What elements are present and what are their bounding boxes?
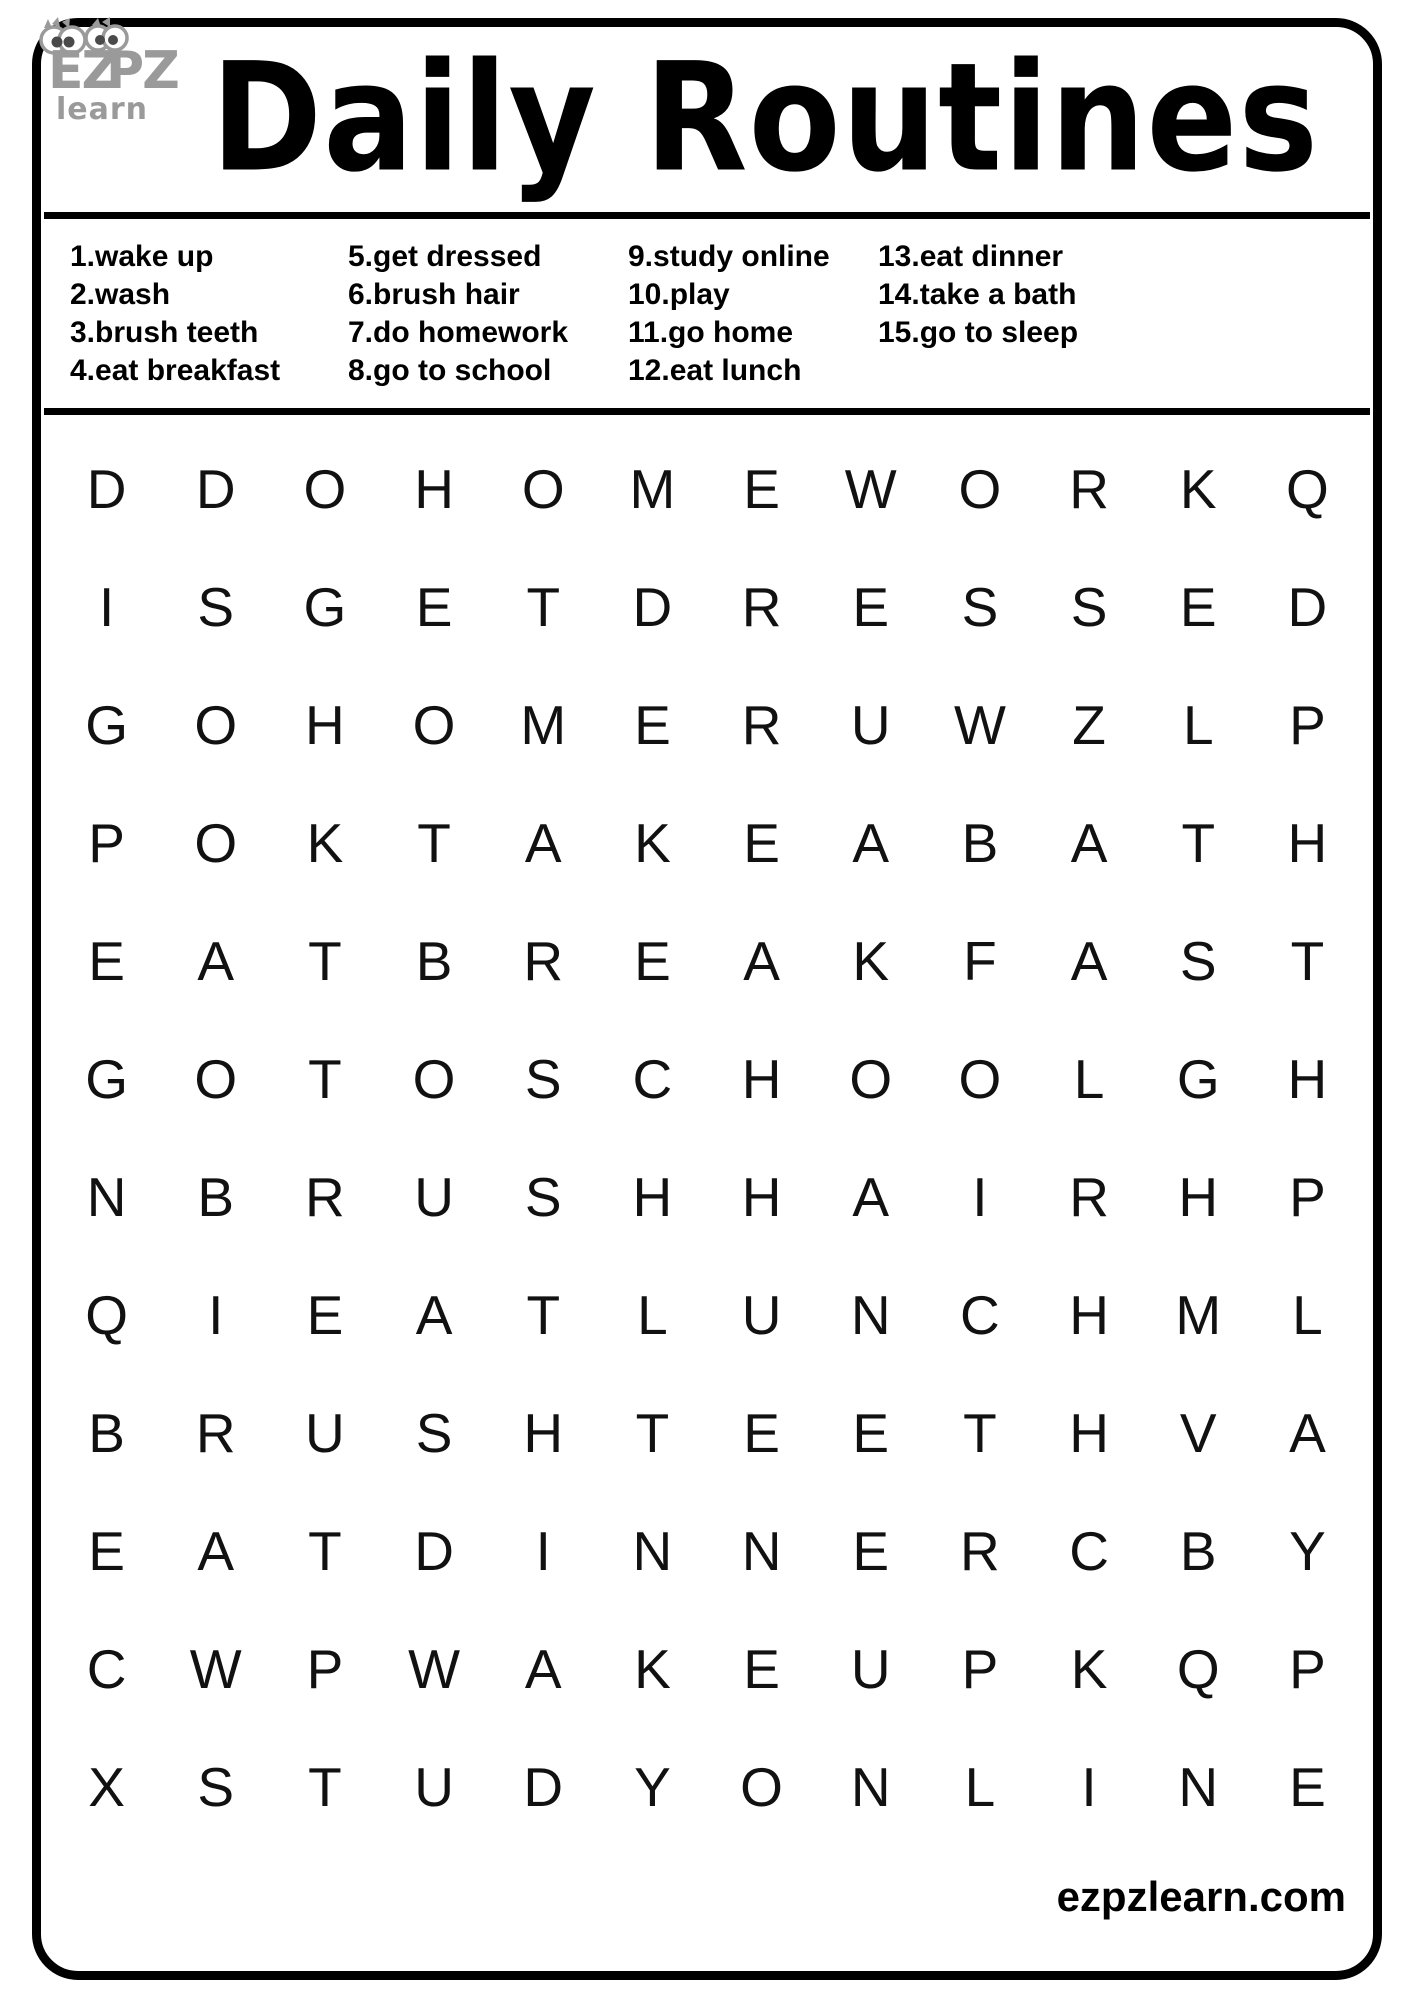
- grid-letter-cell[interactable]: T: [526, 1284, 561, 1346]
- grid-letter-cell[interactable]: H: [523, 1402, 564, 1464]
- grid-letter-cell[interactable]: G: [1176, 1048, 1220, 1110]
- grid-letter-cell[interactable]: Q: [1176, 1638, 1220, 1700]
- grid-letter-cell[interactable]: Y: [1289, 1520, 1326, 1582]
- grid-letter-cell[interactable]: A: [197, 930, 235, 992]
- grid-letter-cell[interactable]: I: [972, 1166, 988, 1228]
- grid-letter-cell[interactable]: E: [634, 930, 671, 992]
- grid-letter-cell[interactable]: O: [303, 458, 347, 520]
- grid-letter-cell[interactable]: P: [1289, 1638, 1326, 1700]
- grid-letter-cell[interactable]: L: [1073, 1048, 1105, 1110]
- grid-letter-cell[interactable]: R: [960, 1520, 1000, 1582]
- grid-letter-cell[interactable]: A: [524, 812, 562, 874]
- grid-letter-cell[interactable]: A: [852, 812, 890, 874]
- grid-letter-cell[interactable]: E: [743, 812, 780, 874]
- grid-letter-cell[interactable]: K: [306, 812, 344, 874]
- word-list-item: 13.eat dinner: [878, 240, 1064, 273]
- word-list-item: 3.brush teeth: [70, 316, 259, 349]
- grid-letter-cell[interactable]: S: [1179, 930, 1217, 992]
- grid-letter-cell[interactable]: Q: [1286, 458, 1329, 520]
- grid-letter-cell[interactable]: D: [86, 458, 127, 520]
- grid-letter-cell[interactable]: E: [306, 1284, 344, 1346]
- grid-letter-cell[interactable]: H: [305, 694, 345, 756]
- grid-letter-cell[interactable]: I: [1081, 1756, 1097, 1818]
- grid-letter-cell[interactable]: O: [849, 1048, 893, 1110]
- word-list-item: 2.wash: [70, 278, 171, 311]
- grid-letter-cell[interactable]: D: [195, 458, 236, 520]
- word-search-grid: [52, 430, 1362, 1846]
- grid-letter-cell[interactable]: E: [415, 576, 453, 638]
- grid-letter-cell[interactable]: E: [852, 576, 890, 638]
- grid-letter-cell[interactable]: R: [195, 1402, 236, 1464]
- grid-letter-cell[interactable]: T: [635, 1402, 670, 1464]
- grid-letter-cell[interactable]: O: [521, 458, 565, 520]
- grid-letter-cell[interactable]: R: [741, 694, 782, 756]
- grid-letter-cell[interactable]: H: [1287, 812, 1328, 874]
- grid-letter-cell[interactable]: Z: [1072, 694, 1106, 756]
- grid-letter-cell[interactable]: T: [308, 1048, 342, 1110]
- grid-letter-cell[interactable]: E: [1289, 1756, 1326, 1818]
- word-list-item: 1.wake up: [70, 240, 214, 273]
- grid-letter-cell[interactable]: T: [963, 1402, 997, 1464]
- grid-letter-cell[interactable]: N: [86, 1166, 127, 1228]
- grid-letter-cell[interactable]: A: [1070, 930, 1108, 992]
- grid-letter-cell[interactable]: B: [1179, 1520, 1217, 1582]
- svg-text:learn: learn: [56, 92, 149, 127]
- grid-letter-cell[interactable]: F: [963, 930, 997, 992]
- grid-letter-cell[interactable]: W: [408, 1638, 461, 1700]
- grid-letter-cell[interactable]: S: [524, 1166, 562, 1228]
- grid-letter-cell[interactable]: E: [743, 1402, 780, 1464]
- grid-letter-cell[interactable]: H: [632, 1166, 673, 1228]
- word-list-column-3: [628, 238, 878, 390]
- word-list-item: 15.go to sleep: [878, 316, 1079, 349]
- word-list-item: 5.get dressed: [348, 240, 542, 273]
- grid-letter-cell[interactable]: R: [741, 576, 782, 638]
- grid-letter-cell[interactable]: X: [88, 1756, 125, 1818]
- site-footer: ezpzlearn.com: [1056, 1873, 1346, 1920]
- grid-letter-cell[interactable]: C: [86, 1638, 127, 1700]
- grid-letter-cell[interactable]: T: [308, 1520, 342, 1582]
- grid-letter-cell[interactable]: O: [194, 694, 238, 756]
- grid-letter-cell[interactable]: H: [414, 458, 454, 520]
- grid-letter-cell[interactable]: H: [1069, 1402, 1109, 1464]
- grid-letter-cell[interactable]: A: [415, 1284, 453, 1346]
- grid-letter-cell[interactable]: E: [88, 930, 125, 992]
- grid-letter-cell[interactable]: H: [1069, 1284, 1109, 1346]
- grid-letter-cell[interactable]: T: [308, 930, 342, 992]
- grid-letter-cell[interactable]: P: [88, 812, 125, 874]
- grid-letter-cell[interactable]: N: [850, 1284, 891, 1346]
- grid-letter-cell[interactable]: A: [852, 1166, 890, 1228]
- word-list-item: 14.take a bath: [878, 278, 1077, 311]
- grid-letter-cell[interactable]: E: [743, 458, 780, 520]
- grid-letter-cell[interactable]: Y: [634, 1756, 671, 1818]
- word-list-item: 7.do homework: [348, 316, 569, 349]
- grid-letter-cell[interactable]: T: [526, 576, 561, 638]
- grid-letter-cell[interactable]: D: [632, 576, 673, 638]
- grid-letter-cell[interactable]: T: [308, 1756, 342, 1818]
- grid-letter-cell[interactable]: W: [844, 458, 897, 520]
- grid-letter-cell[interactable]: B: [961, 812, 999, 874]
- grid-letter-cell[interactable]: E: [852, 1402, 890, 1464]
- grid-letter-cell[interactable]: W: [953, 694, 1006, 756]
- grid-letter-cell[interactable]: M: [1175, 1284, 1222, 1346]
- grid-letter-cell[interactable]: L: [637, 1284, 668, 1346]
- grid-letter-cell[interactable]: N: [632, 1520, 673, 1582]
- word-list-item: 8.go to school: [348, 354, 552, 387]
- grid-letter-cell[interactable]: R: [1069, 1166, 1109, 1228]
- grid-letter-cell[interactable]: O: [740, 1756, 783, 1818]
- grid-letter-cell[interactable]: A: [1070, 812, 1108, 874]
- grid-letter-cell[interactable]: T: [1290, 930, 1325, 992]
- grid-letter-cell[interactable]: I: [535, 1520, 551, 1582]
- word-list-item: 6.brush hair: [348, 278, 520, 311]
- grid-letter-cell[interactable]: S: [961, 576, 999, 638]
- grid-letter-cell[interactable]: P: [961, 1638, 999, 1700]
- grid-letter-cell[interactable]: H: [1178, 1166, 1219, 1228]
- grid-letter-cell[interactable]: K: [634, 1638, 671, 1700]
- grid-letter-cell[interactable]: B: [415, 930, 453, 992]
- grid-letter-cell[interactable]: A: [743, 930, 780, 992]
- grid-letter-cell[interactable]: E: [743, 1638, 780, 1700]
- grid-letter-cell[interactable]: E: [1179, 576, 1217, 638]
- grid-letter-cell[interactable]: P: [306, 1638, 344, 1700]
- grid-letter-cell[interactable]: C: [1069, 1520, 1109, 1582]
- grid-letter-cell[interactable]: N: [1178, 1756, 1219, 1818]
- grid-letter-cell[interactable]: U: [850, 694, 891, 756]
- grid-letter-cell[interactable]: O: [412, 1048, 456, 1110]
- grid-letter-cell[interactable]: U: [305, 1402, 345, 1464]
- grid-letter-cell[interactable]: A: [197, 1520, 235, 1582]
- grid-letter-cell[interactable]: M: [520, 694, 567, 756]
- grid-letter-cell[interactable]: E: [88, 1520, 125, 1582]
- word-list-item: 11.go home: [628, 316, 794, 349]
- grid-letter-cell[interactable]: O: [958, 458, 1002, 520]
- grid-letter-cell[interactable]: D: [523, 1756, 564, 1818]
- grid-letter-cell[interactable]: R: [1069, 458, 1109, 520]
- grid-letter-cell[interactable]: S: [197, 576, 235, 638]
- grid-letter-cell[interactable]: U: [414, 1756, 454, 1818]
- grid-letter-cell[interactable]: K: [634, 812, 671, 874]
- svg-text:EZ: EZ: [48, 41, 118, 101]
- grid-letter-cell[interactable]: G: [85, 694, 128, 756]
- grid-letter-cell[interactable]: S: [197, 1756, 235, 1818]
- grid-letter-cell[interactable]: P: [1289, 694, 1326, 756]
- word-list-item: 9.study online: [628, 240, 830, 273]
- grid-letter-cell[interactable]: T: [417, 812, 451, 874]
- word-list-item: 4.eat breakfast: [70, 354, 281, 387]
- grid-letter-cell[interactable]: S: [1070, 576, 1108, 638]
- grid-letter-cell[interactable]: D: [414, 1520, 454, 1582]
- grid-letter-cell[interactable]: C: [960, 1284, 1000, 1346]
- grid-letter-cell[interactable]: O: [194, 1048, 238, 1110]
- grid-letter-cell[interactable]: N: [741, 1520, 782, 1582]
- svg-text:PZ: PZ: [106, 41, 178, 101]
- grid-letter-cell[interactable]: H: [741, 1048, 782, 1110]
- grid-letter-cell[interactable]: L: [964, 1756, 996, 1818]
- grid-letter-cell[interactable]: B: [197, 1166, 235, 1228]
- word-list-item: 10.play: [628, 278, 730, 311]
- grid-letter-cell[interactable]: O: [194, 812, 238, 874]
- grid-letter-cell[interactable]: O: [412, 694, 456, 756]
- grid-letter-cell[interactable]: H: [741, 1166, 782, 1228]
- grid-letter-cell[interactable]: H: [1287, 1048, 1328, 1110]
- word-list-column-2: [348, 238, 628, 390]
- grid-letter-cell[interactable]: E: [634, 694, 671, 756]
- grid-letter-cell[interactable]: T: [1181, 812, 1216, 874]
- grid-letter-cell[interactable]: G: [85, 1048, 128, 1110]
- grid-letter-cell[interactable]: U: [741, 1284, 782, 1346]
- grid-letter-cell[interactable]: K: [1070, 1638, 1108, 1700]
- word-list: [44, 238, 1370, 400]
- grid-letter-cell[interactable]: U: [850, 1638, 891, 1700]
- divider-top: [44, 212, 1370, 219]
- grid-letter-cell[interactable]: R: [305, 1166, 345, 1228]
- word-list-item: 12.eat lunch: [628, 354, 802, 387]
- grid-letter-cell[interactable]: L: [1292, 1284, 1323, 1346]
- grid-letter-cell[interactable]: B: [88, 1402, 125, 1464]
- grid-letter-cell[interactable]: Q: [85, 1284, 128, 1346]
- grid-letter-cell[interactable]: W: [189, 1638, 242, 1700]
- grid-letter-cell[interactable]: G: [303, 576, 347, 638]
- grid-letter-cell[interactable]: I: [208, 1284, 224, 1346]
- grid-letter-cell[interactable]: D: [1287, 576, 1328, 638]
- grid-letter-cell[interactable]: A: [1289, 1402, 1326, 1464]
- word-list-column-1: [44, 238, 348, 390]
- page-title: Daily Routines: [210, 30, 1320, 206]
- grid-letter-cell[interactable]: R: [523, 930, 564, 992]
- grid-letter-cell[interactable]: L: [1182, 694, 1214, 756]
- word-list-column-4: [878, 238, 1178, 352]
- grid-letter-cell[interactable]: E: [852, 1520, 890, 1582]
- grid-letter-cell[interactable]: I: [98, 576, 115, 638]
- grid-letter-cell[interactable]: P: [1289, 1166, 1326, 1228]
- grid-letter-cell[interactable]: C: [632, 1048, 673, 1110]
- grid-letter-cell[interactable]: M: [629, 458, 676, 520]
- grid-letter-cell[interactable]: V: [1179, 1402, 1217, 1464]
- grid-letter-cell[interactable]: K: [852, 930, 890, 992]
- divider-bottom: [44, 408, 1370, 415]
- grid-letter-cell[interactable]: U: [414, 1166, 454, 1228]
- grid-letter-cell[interactable]: S: [415, 1402, 453, 1464]
- grid-letter-cell[interactable]: K: [1179, 458, 1217, 520]
- grid-letter-cell[interactable]: A: [524, 1638, 562, 1700]
- grid-letter-cell[interactable]: N: [850, 1756, 891, 1818]
- grid-letter-cell[interactable]: S: [524, 1048, 562, 1110]
- grid-letter-cell[interactable]: O: [958, 1048, 1002, 1110]
